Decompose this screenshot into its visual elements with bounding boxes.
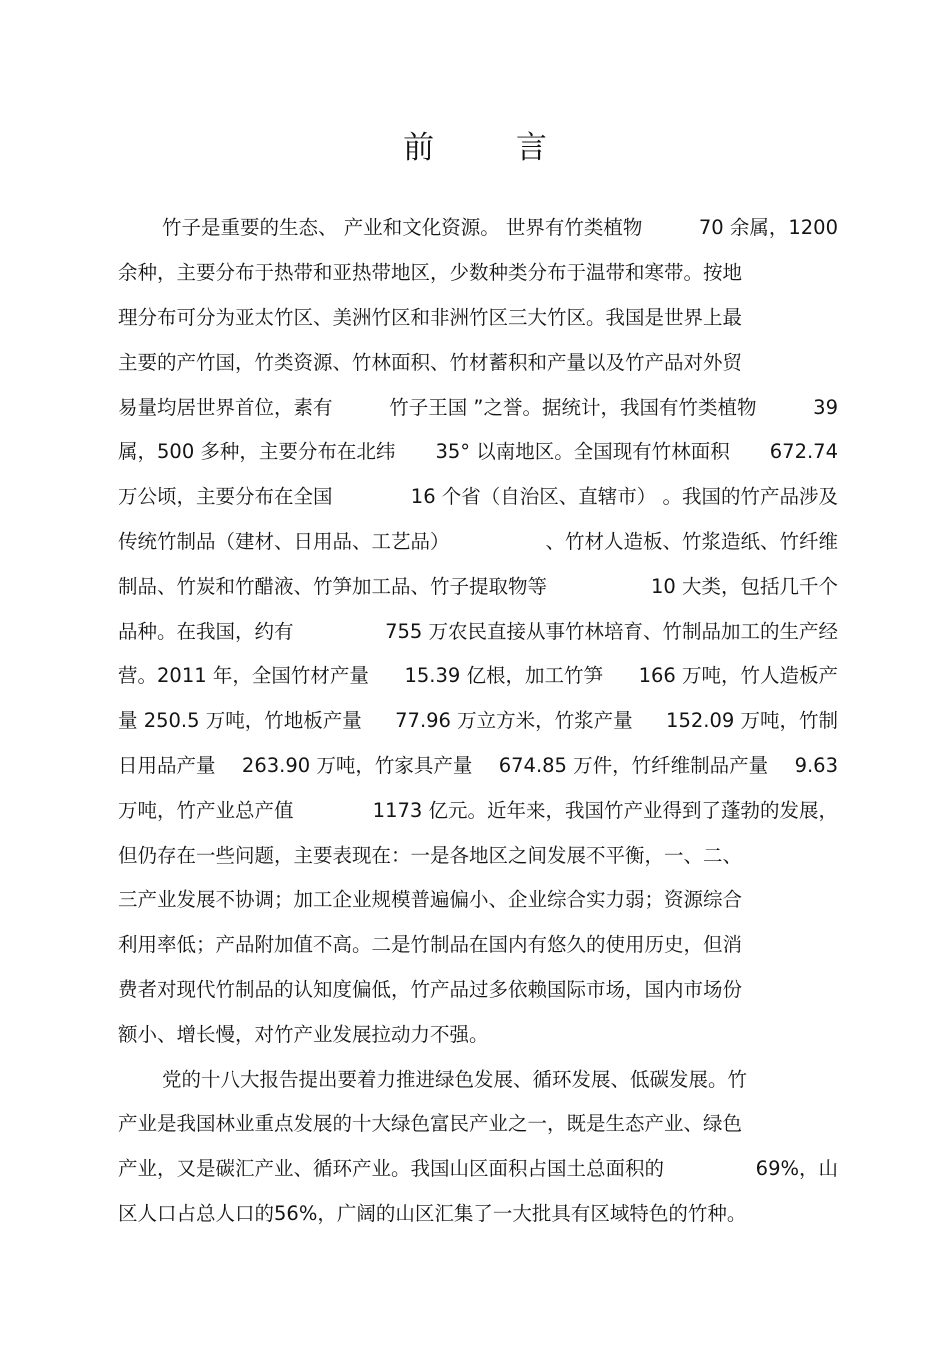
text-segment: 额小、增长慢，对竹产业发展拉动力不强。 xyxy=(118,1022,489,1046)
text-line xyxy=(118,430,838,475)
text-line xyxy=(118,251,838,296)
text-line xyxy=(118,1057,838,1102)
text-segment: 10 大类，包括几千个 xyxy=(650,574,838,598)
text-segment: 万吨，竹产业总产值 xyxy=(118,798,294,822)
text-segment: 755 万农民直接从事竹林培育、竹制品加工的生产经 xyxy=(385,619,838,643)
text-line xyxy=(118,788,838,833)
text-segment: 区人口占总人口的 xyxy=(118,1201,275,1225)
text-segment: 利用率低；产品附加值不高。二是竹制品在国内有悠久的使用历史，但消 xyxy=(118,933,743,957)
text-line xyxy=(118,1012,838,1057)
text-line xyxy=(118,878,838,923)
text-segment: 产业是我国林业重点发展的十大绿色富民产业之一，既是生态产业、绿色 xyxy=(118,1112,743,1136)
text-segment: 万公顷，主要分布在全国 xyxy=(118,485,333,509)
text-segment: 39 xyxy=(813,395,838,419)
text-segment: 77.96 万立方米，竹浆产量 xyxy=(395,709,633,733)
text-line xyxy=(118,1102,838,1147)
text-segment: 35° 以南地区。全国现有竹林面积 xyxy=(435,440,730,464)
text-line xyxy=(118,923,838,968)
text-segment: 15.39 亿根，加工竹笋 xyxy=(404,664,603,688)
text-line xyxy=(118,385,838,430)
text-line xyxy=(118,968,838,1013)
text-line xyxy=(118,744,838,789)
text-segment: 易量均居世界首位，素有 xyxy=(118,395,333,419)
text-segment: 主要的产竹国，竹类资源、竹林面积、竹材蓄积和产量以及竹产品对外贸 xyxy=(118,350,743,374)
text-segment: 制品、竹炭和竹醋液、竹笋加工品、竹子提取物等 xyxy=(118,574,548,598)
text-line xyxy=(118,654,838,699)
text-segment: 品种。在我国，约有 xyxy=(118,619,294,643)
text-line xyxy=(118,609,838,654)
text-segment: 9.63 xyxy=(794,753,838,777)
text-segment: 674.85 万件，竹纤维制品产量 xyxy=(498,753,769,777)
text-segment: 传统竹制品（建材、日用品、工艺品） xyxy=(118,529,450,553)
text-segment: 1173 亿元。近年来，我国竹产业得到了蓬勃的发展， xyxy=(372,798,838,822)
text-line xyxy=(118,1147,838,1192)
text-segment: 、竹材人造板、竹浆造纸、竹纤维 xyxy=(545,529,838,553)
text-segment: 69%，山 xyxy=(755,1157,838,1181)
text-segment: 竹子王国 ”之誉。据统计，我国有竹类植物 xyxy=(389,395,757,419)
text-line xyxy=(118,1192,838,1237)
text-line xyxy=(118,340,838,385)
text-segment: 16 个省（自治区、直辖市） 。我国的竹产品涉及 xyxy=(410,485,838,509)
text-segment: 56%，广阔的山区汇集了一大批具有区域特色的竹种。 xyxy=(274,1201,747,1225)
text-line xyxy=(118,833,838,878)
text-segment: 672.74 xyxy=(769,440,838,464)
text-line xyxy=(118,475,838,520)
text-segment: 属，500 多种，主要分布在北纬 xyxy=(118,440,396,464)
text-segment: 70 余属，1200 xyxy=(698,216,838,240)
page-title: 前 言 xyxy=(403,130,583,166)
text-segment: 竹子是重要的生态、 产业和文化资源。 世界有竹类植物 xyxy=(162,216,643,240)
text-segment: 营。2011 年，全国竹材产量 xyxy=(118,664,369,688)
text-line xyxy=(118,296,838,341)
text-segment: 产业，又是碳汇产业、循环产业。我国山区面积占国土总面积的 xyxy=(118,1157,665,1181)
text-segment: 166 万吨，竹人造板产 xyxy=(638,664,838,688)
text-segment: 余种，主要分布于热带和亚热带地区，少数种类分布于温带和寒带。按地 xyxy=(118,261,743,285)
text-segment: 152.09 万吨，竹制 xyxy=(666,709,838,733)
text-segment: 党的十八大报告提出要着力推进绿色发展、循环发展、低碳发展。竹 xyxy=(162,1067,748,1091)
text-line xyxy=(118,564,838,609)
body-text xyxy=(118,206,838,1236)
text-segment: 但仍存在一些问题，主要表现在：一是各地区之间发展不平衡，一、二、 xyxy=(118,843,743,867)
text-line xyxy=(118,206,838,251)
text-segment: 量 250.5 万吨，竹地板产量 xyxy=(118,709,362,733)
text-segment: 费者对现代竹制品的认知度偏低，竹产品过多依赖国际市场，国内市场份 xyxy=(118,977,743,1001)
text-segment: 三产业发展不协调；加工企业规模普遍偏小、企业综合实力弱；资源综合 xyxy=(118,888,743,912)
text-line xyxy=(118,520,838,565)
text-segment: 263.90 万吨，竹家具产量 xyxy=(241,753,473,777)
text-line xyxy=(118,699,838,744)
text-segment: 日用品产量 xyxy=(118,753,216,777)
text-segment: 理分布可分为亚太竹区、美洲竹区和非洲竹区三大竹区。我国是世界上最 xyxy=(118,305,743,329)
